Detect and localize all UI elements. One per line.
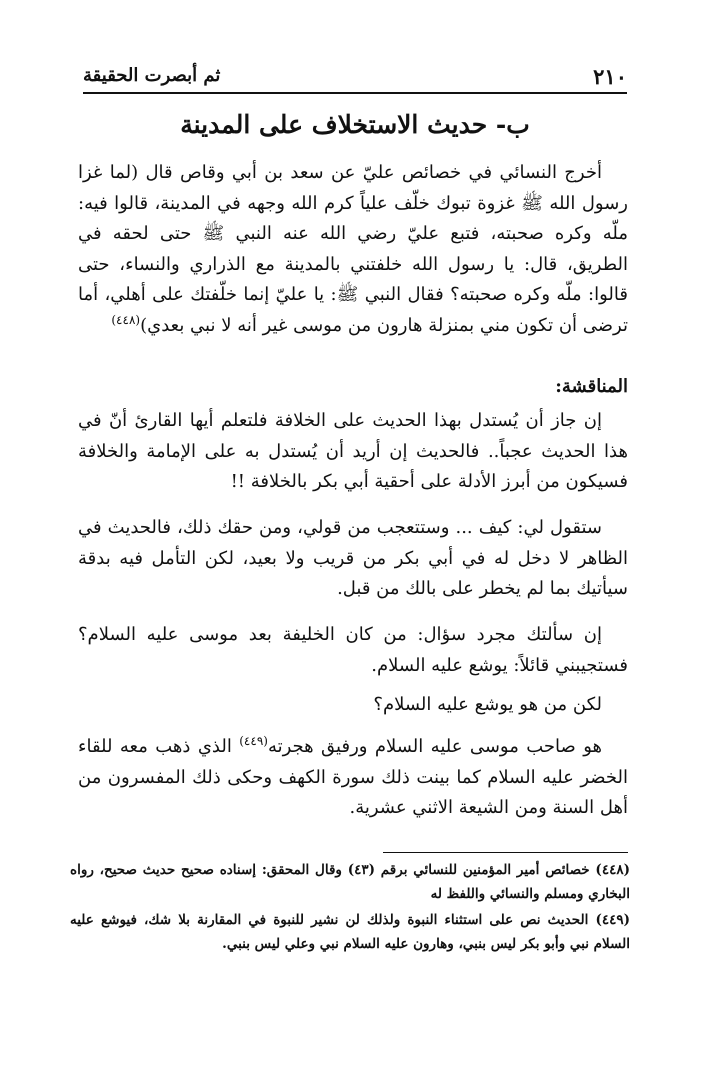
page-number: ٢١٠ [593,64,627,89]
footnote-448: (٤٤٨) خصائص أمير المؤمنين للنسائي برقم (٤٣) وقال المحقق: إسناده صحيح حديث صحيح، رواه البخاري ومسلم والنسائي واللفظ له [70,862,630,902]
hadith-text: أخرج النسائي في خصائص عليّ عن سعد بن أبي وقاص قال (لما غزا رسول الله ﷺ غزوة تبوك خلّف علياً كرم الله وجهه في المدينة، قالوا فيه: ملّه وكره صحبته، فتبع عليّ رضي الله عنه النبي ﷺ حتى لحقه في الطريق، قال: يا رسول الله خلفتني بالمدينة مع الذراري والنساء، حتى قالوا: ملّه وكره صحبته؟ فقال النبي ﷺ: يا عليّ إنما خلّفتك على أهلي، أما ترضى أن تكون مني بمنزلة هارون من موسى غير أنه لا نبي بعدي) [78,162,628,336]
paragraph-argument [78,406,628,498]
section-title: ب- حديث الاستخلاف على المدينة [180,110,530,139]
footnote-449: (٤٤٩) الحديث نص على استثناء النبوة ولذلك لن نشير للنبوة في المقارنة بلا شك، فيوشع عليه السلام نبي وأبو بكر ليس بنبي، وهارون عليه السلام نبي وعلي ليس بنبي. [70,912,630,952]
paragraph-question [78,620,628,681]
footnote-ref-448: (٤٤٨) [111,312,141,327]
who-text: لكن من هو يوشع عليه السلام؟ [373,694,602,715]
question-text: إن سألتك مجرد سؤال: من كان الخليفة بعد موسى عليه السلام؟ فستجيبني قائلاً: يوشع عليه السلام. [78,624,628,676]
paragraph-hadith [78,158,628,341]
running-title: ثم أبصرت الحقيقة [83,65,221,86]
reply-text: ستقول لي: كيف ... وستتعجب من قولي، ومن حقك ذلك، فالحديث في الظاهر لا دخل له في أبي بكر من قريب ولا بعيد، لكن التأمل فيه بدقة سيأتيك بما لم يخطر على بالك من قبل. [78,517,628,599]
footnote-separator [383,852,628,853]
discussion-heading: المناقشة: [555,376,628,397]
answer-text-b: الذي ذهب معه للقاء الخضر عليه السلام كما بينت ذلك سورة الكهف وحكى ذلك المفسرون من أهل السنة ومن الشيعة الاثني عشرية. [78,736,628,818]
argument-text: إن جاز أن يُستدل بهذا الحديث على الخلافة فلتعلم أيها القارئ أنّ في هذا الحديث عجباً.. فالحديث إن أريد أن يُستدل به على الإمامة والخلافة فسيكون من أبرز الأدلة على أحقية أبي بكر بالخلافة !! [78,410,628,492]
page-header [83,58,627,94]
footnotes [70,858,630,958]
paragraph-answer [78,732,628,824]
footnote-ref-449: (٤٤٩) [239,734,268,748]
paragraph-who [78,690,628,721]
answer-text-a: هو صاحب موسى عليه السلام ورفيق هجرته [267,736,602,757]
paragraph-reply [78,513,628,605]
